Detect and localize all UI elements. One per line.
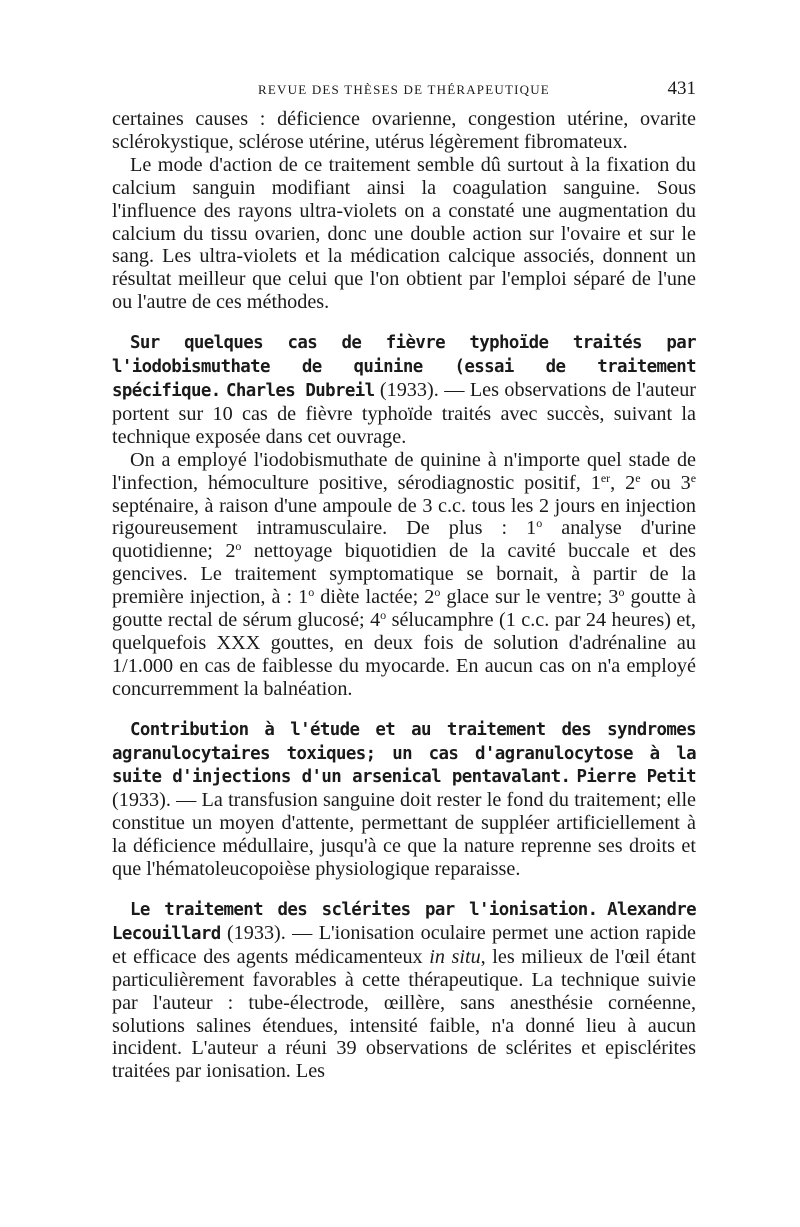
intro-paragraph-1: certaines causes : déficience ovarienne, congestion utérine, ovarite sclérokystique, sclérose utérine, utérus légèrement fibromateux. (112, 108, 696, 153)
superscript: o (308, 585, 315, 600)
text-run: analyse d'urine quotidienne; 2 (112, 517, 696, 563)
entry-title: Contribution à l'étude et au traitement des syndromes agranulocytaires toxiques; un cas d'agranulocytose à la suite d'injections d'un arsenical pentavalant. (112, 719, 696, 788)
thesis-entry-agranulocytosis (112, 718, 696, 881)
page-number: 431 (667, 78, 696, 99)
thesis-entry-scleritis (112, 898, 696, 1083)
text-run: diète lactée; 2 (314, 586, 435, 609)
superscript: o (235, 539, 242, 554)
text-run: On a employé l'iodobismuthate de quinine à n'importe quel stade de l'infection, hémoculture positive, sérodiagnostic positif, 1 (112, 448, 696, 494)
entry-year: (1933). (226, 921, 286, 944)
text-run: , 2 (610, 471, 636, 494)
superscript: o (536, 516, 543, 531)
text-run: septénaire, à raison d'une ampoule de 3 c.c. tous les 2 jours en injection rigoureusement intramusculaire. De plus : 1 (112, 494, 696, 540)
superscript: e (690, 470, 697, 485)
entry-text: — L'ionisation oculaire permet une action rapide et efficace des agents médicamenteux (112, 921, 697, 968)
superscript: er (600, 470, 611, 485)
intro-paragraph-2: Le mode d'action de ce traitement semble dû surtout à la fixation du calcium sanguin modifiant ainsi la coagulation sanguine. Sous l'influence des rayons ultra-violets on a constaté une augmentation du calcium du tissu ovarien, donc une double action sur l'ovaire et sur le sang. Les ultra-violets et la médication calcique associés, donnent un résultat meilleur que celui que l'on obtient par l'emploi séparé de l'une ou l'autre de ces méthodes. (112, 153, 696, 314)
running-title: REVUE DES THÈSES DE THÉRAPEUTIQUE (258, 82, 550, 97)
superscript: o (380, 608, 387, 623)
text-run: nettoyage biquotidien de la cavité buccale et des gencives. Le traitement symptomatique se bornait, à partir de la première injection, à : 1 (112, 540, 696, 609)
entry-year: (1933). (112, 789, 171, 812)
entry-text: — Les observations de l'auteur portent sur 10 cas de fièvre typhoïde traités avec succès, suivant la technique exposée dans cet ouvrage. (112, 378, 697, 448)
entry-title: Le traitement des sclérites par l'ionisation. (130, 900, 598, 920)
entry-author: Charles Dubreil (226, 380, 375, 401)
running-header (112, 78, 696, 100)
text-run: sélucamphre (1 c.c. par 24 heures) et, quelquefois XXX gouttes, en deux fois de solution d'adrénaline au 1/1.000 en cas de faiblesse du myocarde. En aucun cas on n'a employé concurremment la balnéation. (112, 609, 696, 700)
latin-term: in situ (429, 945, 481, 968)
entry-paragraph (112, 331, 696, 449)
text-run: ou 3 (640, 471, 691, 494)
entry-author: Alexandre Lecouillard (112, 900, 697, 944)
entry-author: Pierre Petit (576, 767, 696, 788)
entry-year: (1933). (379, 378, 439, 401)
thesis-entry-typhoid (112, 331, 696, 701)
entry-paragraph-2 (112, 449, 696, 701)
entry-text-continued: , les milieux de l'œil étant particulièrement favorables à cette thérapeutique. La technique suivie par l'auteur : tube-électrode, œillère, sans anesthésie cornéenne, solutions salines étendues, intensité faible, n'a donné lieu à aucun incident. L'auteur a réuni 39 observations de sclérites et episclérites traitées par ionisation. Les (112, 945, 697, 1083)
superscript: o (434, 585, 441, 600)
journal-page (112, 78, 696, 1083)
entry-paragraph (112, 898, 696, 1083)
text-run: goutte à goutte rectal de sérum glucosé; 4 (112, 586, 696, 632)
entry-title: Sur quelques cas de fièvre typhoïde traités par l'iodobismuthate de quinine (essai de traitement spécifique. (112, 333, 696, 401)
entry-text: — La transfusion sanguine doit rester le fond du traitement; elle constitue un moyen d'attente, permettant de suppléer artificiellement à la déficience médullaire, jusqu'à ce que la nature reprenne ses droits et que l'hématoleucopoièse physiologique reparaisse. (112, 789, 697, 881)
superscript: e (635, 470, 641, 485)
text-run: glace sur le ventre; 3 (440, 586, 619, 609)
superscript: o (618, 585, 625, 600)
entry-paragraph (112, 718, 696, 881)
page-body (112, 108, 696, 1083)
